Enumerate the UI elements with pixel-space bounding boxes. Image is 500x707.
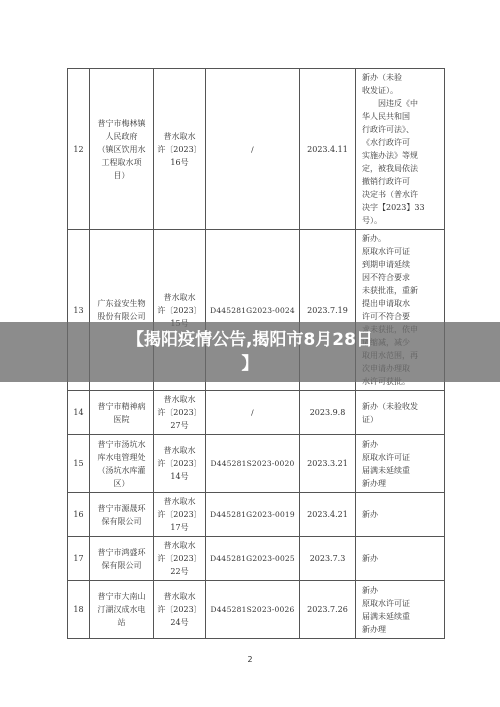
- issue-date: 2023.3.21: [300, 435, 356, 493]
- permit-number: 普水取水 许〔2023〕 16号: [154, 69, 206, 230]
- unit-name: 普宁市源晟环 保有限公司: [90, 493, 154, 537]
- unit-name: 普宁市汤坑水 库水电管理处 （汤坑水库灌 区）: [90, 435, 154, 493]
- unit-name: 普宁市大南山 汀湖汉成水电 站: [90, 581, 154, 639]
- row-number: 12: [68, 69, 90, 230]
- certificate-code: D445281G2023-0025: [206, 537, 300, 581]
- row-number: 18: [68, 581, 90, 639]
- table-row: [68, 493, 445, 537]
- remark: 新办（未验收发 证）: [356, 391, 445, 435]
- permit-number: 普水取水 许〔2023〕 24号: [154, 581, 206, 639]
- remark: 新办: [356, 537, 445, 581]
- row-number: 16: [68, 493, 90, 537]
- permit-number: 普水取水 许〔2023〕 22号: [154, 537, 206, 581]
- remark: 新办 原取水许可证 届满未延续重 新办理: [356, 581, 445, 639]
- certificate-code: /: [206, 69, 300, 230]
- permit-number: 普水取水 许〔2023〕 14号: [154, 435, 206, 493]
- row-number: 13: [68, 230, 90, 391]
- certificate-code: D445281G2023-0019: [206, 493, 300, 537]
- page-number: 2: [247, 655, 253, 664]
- remark: 新办: [356, 493, 445, 537]
- row-number: 17: [68, 537, 90, 581]
- issue-date: 2023.9.8: [300, 391, 356, 435]
- certificate-code: D445281G2023-0024: [206, 230, 300, 391]
- row-number: 14: [68, 391, 90, 435]
- issue-date: 2023.7.26: [300, 581, 356, 639]
- certificate-code: D445281S2023-0026: [206, 581, 300, 639]
- table-row: [68, 581, 445, 639]
- table-row: [68, 435, 445, 493]
- remark: 新办。 原取水许可证 到期申请延续 因不符合要求 未获批准，重新 提出申请取水 许可不符合要: [356, 230, 445, 391]
- table-row: [68, 537, 445, 581]
- banner-title: 【揭阳疫情公告,揭阳市8月28日 】: [127, 330, 373, 374]
- issue-date: 2023.4.11: [300, 69, 356, 230]
- certificate-code: /: [206, 391, 300, 435]
- certificate-code: D445281S2023-0020: [206, 435, 300, 493]
- permit-number: 普水取水 许〔2023〕: [154, 230, 206, 391]
- unit-name: 普宁市精神病 医院: [90, 391, 154, 435]
- row-number: 15: [68, 435, 90, 493]
- issue-date: 2023.4.21: [300, 493, 356, 537]
- unit-name: 广东益安生物 股份有限公司: [90, 230, 154, 391]
- remark: 新办（未验 收发证）。 因违反《中 华人民共和国 行政许可法》、 《水行政许可 实施办法》等规 定，被我局依法 撤销行政许可 决定书（普水许 决字【2023】33 号）。: [356, 69, 445, 230]
- issue-date: 2023.7.19: [300, 230, 356, 391]
- permit-number: 普水取水 许〔2023〕 27号: [154, 391, 206, 435]
- unit-name: 普宁市鸿盛环 保有限公司: [90, 537, 154, 581]
- permit-number: 普水取水 许〔2023〕 17号: [154, 493, 206, 537]
- unit-name: 普宁市梅林镇 人民政府 （镇区饮用水 工程取水项 目）: [90, 69, 154, 230]
- remark: 新办 原取水许可证 届满未延续重 新办理: [356, 435, 445, 493]
- issue-date: 2023.7.3: [300, 537, 356, 581]
- table-row: [68, 69, 445, 230]
- table-row: [68, 391, 445, 435]
